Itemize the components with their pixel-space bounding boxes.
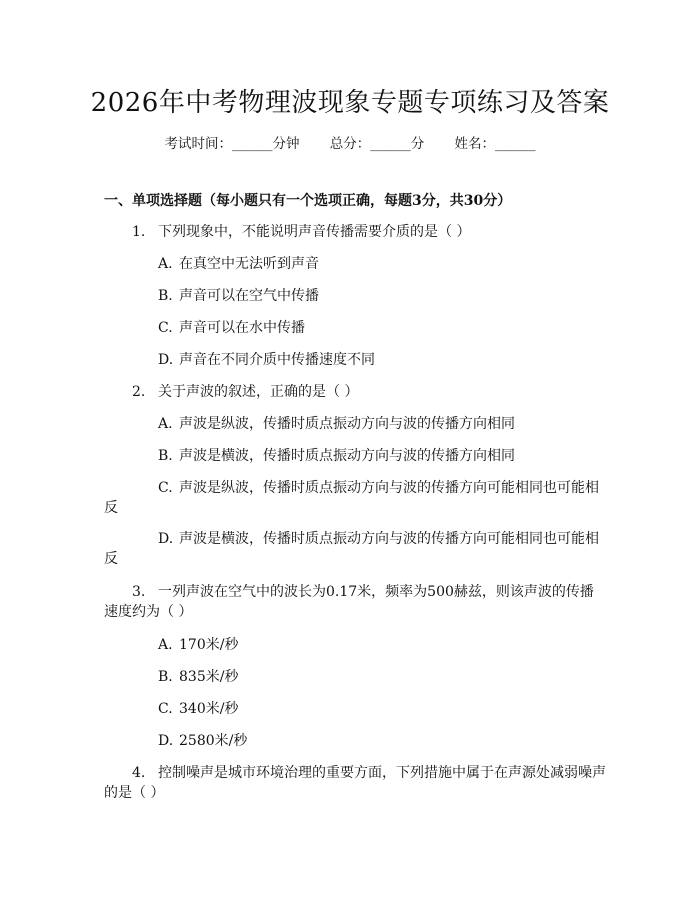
option-letter: B. (158, 448, 173, 464)
option-text: 340米/秒 (179, 701, 239, 717)
option-text: 在真空中无法听到声音 (179, 256, 319, 272)
question-1-option-c (158, 316, 305, 340)
option-text: 声波是纵波，传播时质点振动方向与波的传播方向相同 (179, 416, 515, 432)
option-letter: D. (158, 352, 174, 368)
exam-time-field: 考试时间：______分钟 (164, 136, 300, 152)
option-text: 170米/秒 (179, 637, 239, 653)
question-4-continuation: 的是（ ） (104, 785, 165, 801)
question-2-option-d-continuation: 反 (104, 551, 118, 567)
option-letter: D. (158, 733, 174, 749)
option-text: 声音可以在水中传播 (179, 320, 305, 336)
option-text: 声音可以在空气中传播 (179, 288, 319, 304)
question-2 (132, 380, 358, 404)
question-text: 一列声波在空气中的波长为0.17米，频率为500赫兹，则该声波的传播 (158, 584, 594, 600)
question-3-option-c (158, 697, 238, 721)
option-letter: C. (158, 701, 173, 717)
option-text: 2580米/秒 (179, 733, 248, 749)
question-2-option-d (158, 527, 599, 551)
question-2-option-c (158, 476, 599, 500)
total-score-field: 总分：______分 (329, 136, 425, 152)
question-3-option-b (158, 665, 238, 689)
option-text: 声波是横波，传播时质点振动方向与波的传播方向可能相同也可能相 (179, 531, 599, 547)
question-2-option-b (158, 444, 515, 468)
question-4 (132, 761, 606, 785)
question-number: 1. (132, 224, 146, 240)
question-3-option-d (158, 729, 247, 753)
question-number: 2. (132, 384, 146, 400)
option-letter: A. (158, 416, 173, 432)
question-1-option-a (158, 252, 319, 276)
question-text: 下列现象中，不能说明声音传播需要介质的是（ ） (158, 224, 471, 240)
option-letter: D. (158, 531, 174, 547)
question-text: 关于声波的叙述，正确的是（ ） (158, 384, 359, 400)
option-text: 声波是纵波，传播时质点振动方向与波的传播方向可能相同也可能相 (179, 480, 599, 496)
question-text: 控制噪声是城市环境治理的重要方面，下列措施中属于在声源处减弱噪声 (158, 765, 606, 781)
question-1-option-b (158, 284, 319, 308)
section-title: 一、单项选择题（每小题只有一个选项正确，每题3分，共30分） (104, 193, 512, 209)
option-letter: A. (158, 256, 173, 272)
option-letter: B. (158, 669, 173, 685)
exam-meta (0, 132, 700, 152)
student-name-field: 姓名：______ (454, 136, 536, 152)
question-2-option-c-continuation: 反 (104, 500, 118, 516)
question-3-option-a (158, 633, 238, 657)
question-number: 4. (132, 765, 146, 781)
question-number: 3. (132, 584, 146, 600)
question-3-continuation: 速度约为（ ） (104, 604, 193, 620)
question-2-option-a (158, 412, 515, 436)
option-text: 835米/秒 (179, 669, 239, 685)
question-3 (132, 580, 594, 604)
option-text: 声音在不同介质中传播速度不同 (179, 352, 375, 368)
document-title: 2026年中考物理波现象专题专项练习及答案 (90, 88, 610, 118)
question-1 (132, 220, 470, 244)
option-letter: A. (158, 637, 173, 653)
option-letter: C. (158, 320, 173, 336)
option-letter: C. (158, 480, 173, 496)
option-text: 声波是横波，传播时质点振动方向与波的传播方向相同 (179, 448, 515, 464)
option-letter: B. (158, 288, 173, 304)
question-1-option-d (158, 348, 375, 372)
